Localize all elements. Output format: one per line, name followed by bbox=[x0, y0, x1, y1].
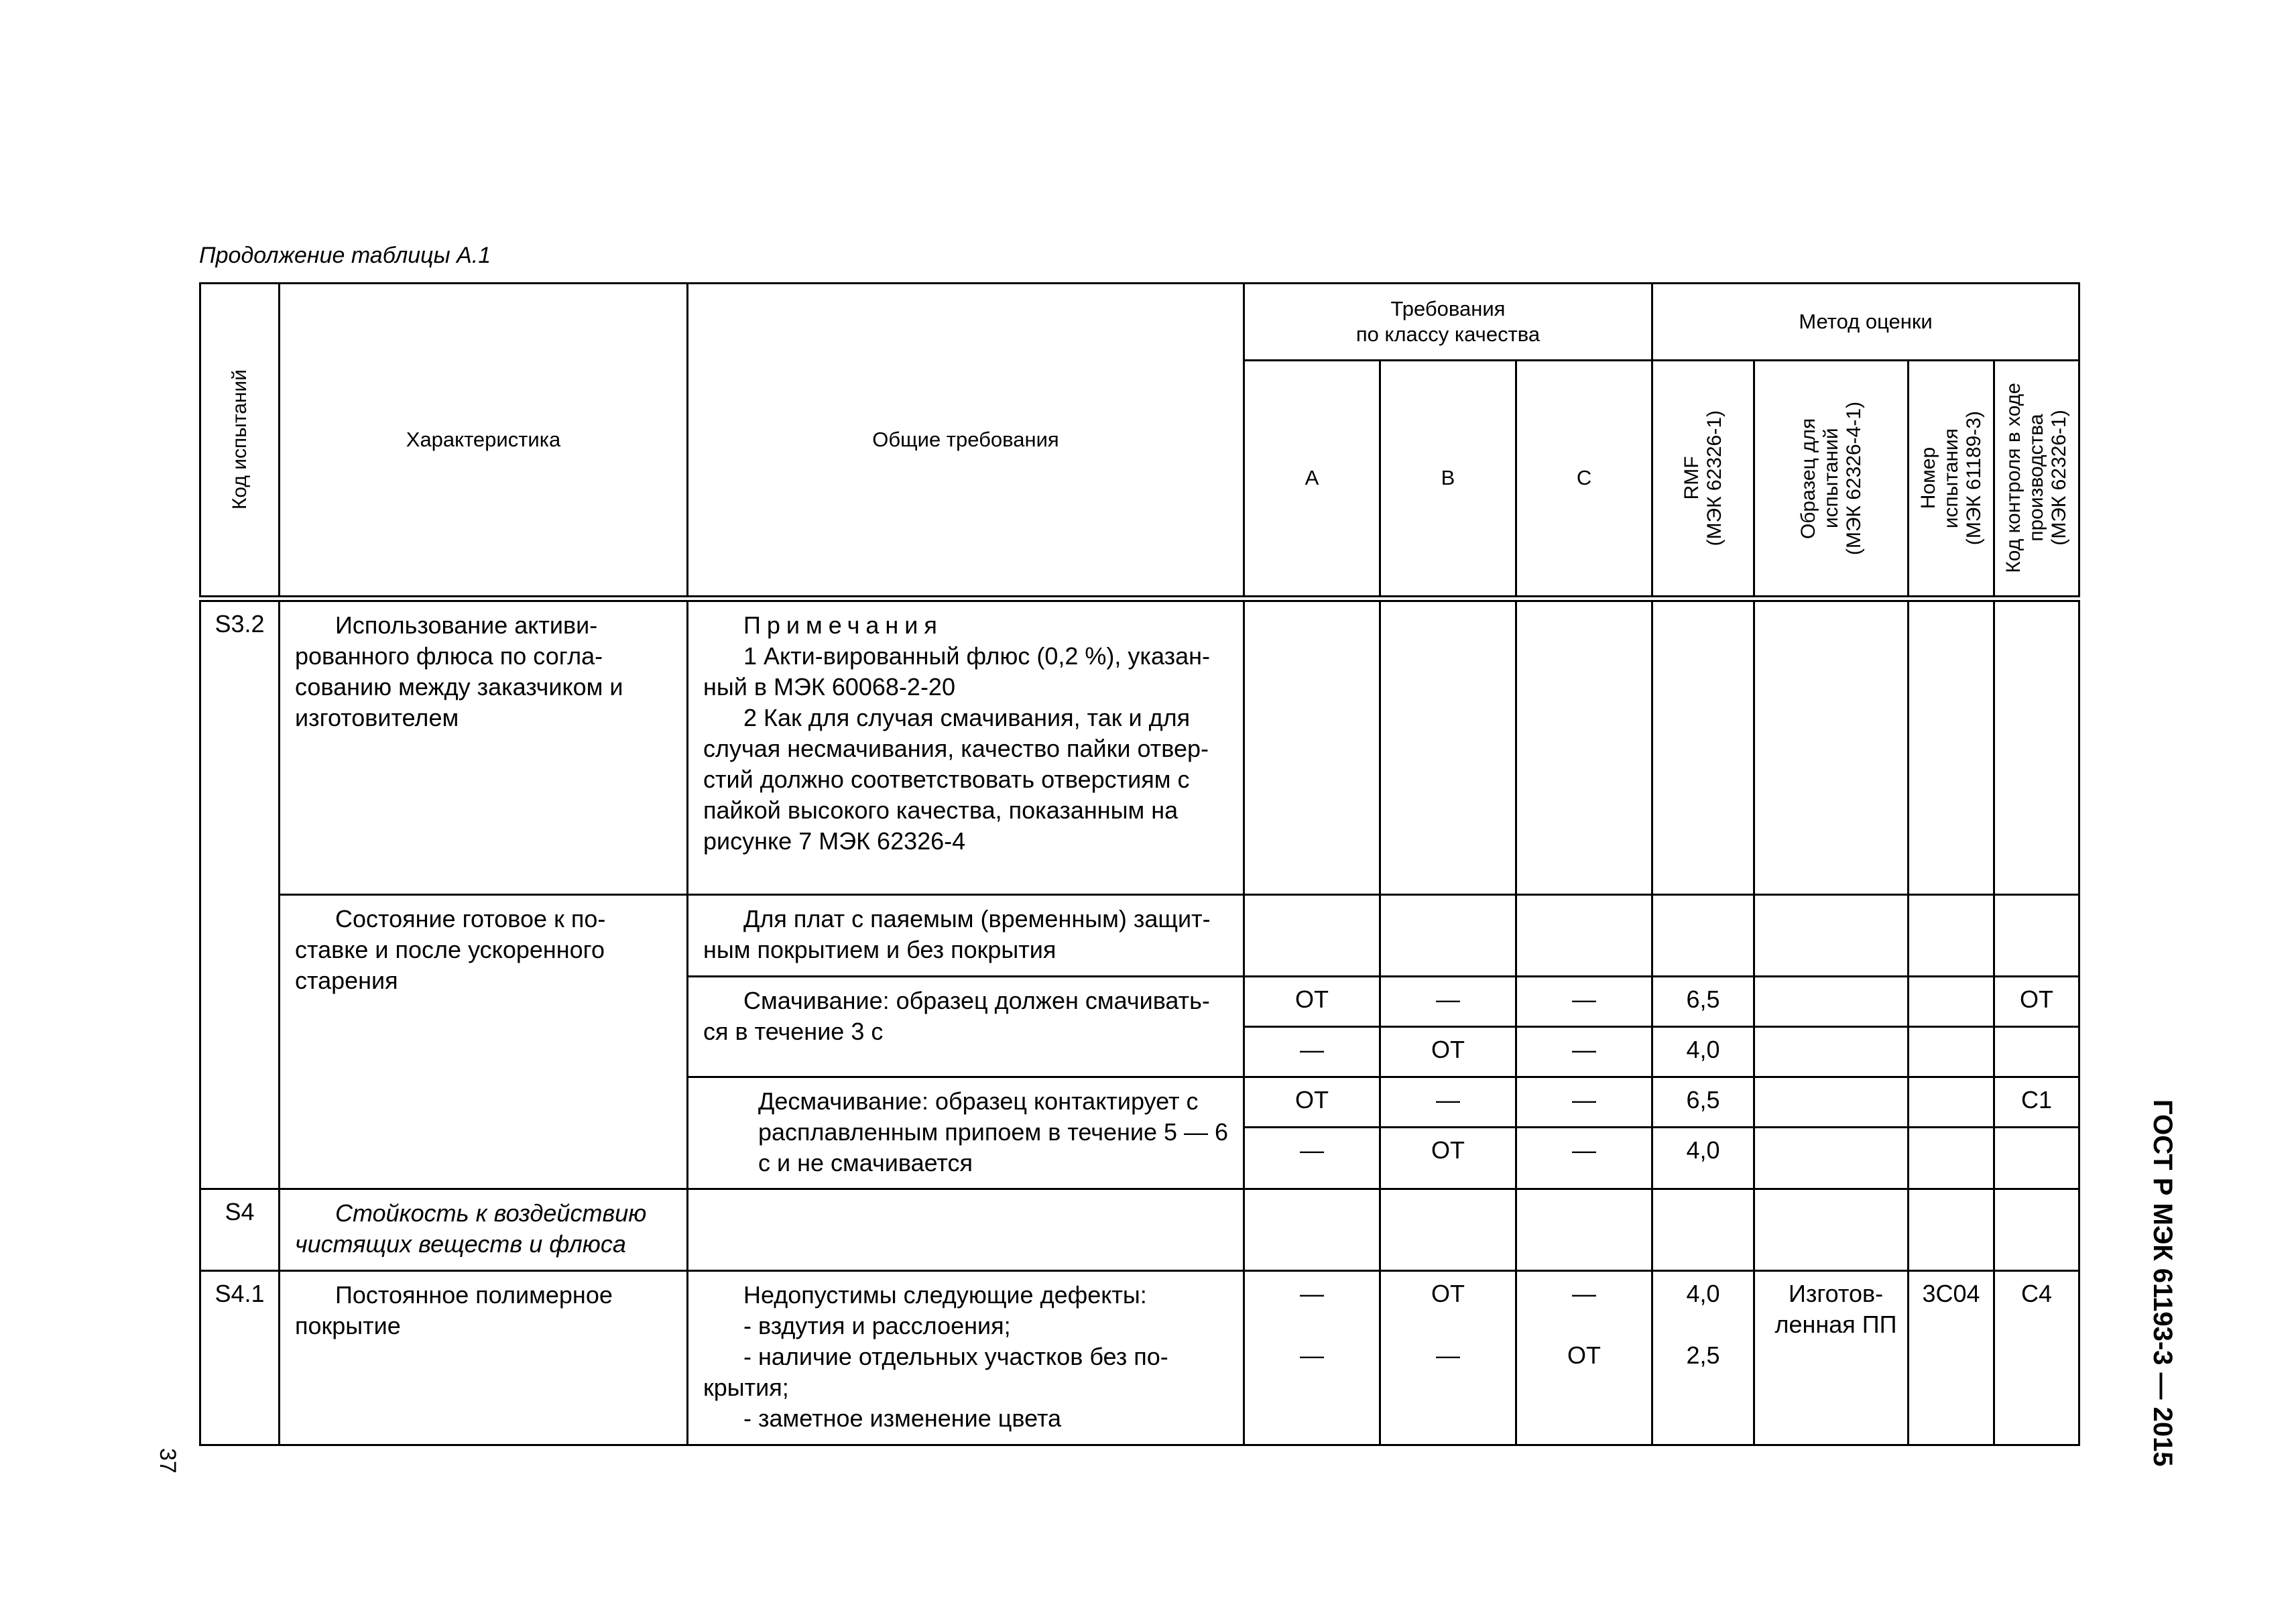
empty-cell bbox=[1909, 895, 1994, 977]
requirement-text: Для плат с паяемым (временным) защит-ным покрытием и без покрытия bbox=[703, 905, 1211, 963]
header-test-code-label: Код испытаний bbox=[228, 369, 251, 510]
header-quality-class: Требования по классу качества bbox=[1244, 284, 1652, 361]
empty-cell bbox=[1754, 1027, 1909, 1077]
test-sample-value: Изготов-ленная ПП bbox=[1754, 1271, 1909, 1445]
header-row-1 bbox=[200, 284, 2079, 361]
test-number-value: 3С04 bbox=[1909, 1271, 1994, 1445]
empty-cell bbox=[1754, 977, 1909, 1027]
class-b-value: — bbox=[1380, 1077, 1516, 1128]
empty-cell bbox=[1994, 1189, 2079, 1271]
note-2: 2 Как для случая смачивания, так и для случая несмачивания, качество пайки отвер-стий должно соответствовать отверстиям с пайкой высокого качества, показанным на рисунке 7 МЭК 62326-4 bbox=[703, 703, 1209, 855]
row-requirement bbox=[688, 1077, 1244, 1189]
requirements-table bbox=[199, 282, 2080, 1446]
class-a-value: ОТ bbox=[1244, 977, 1380, 1027]
empty-cell bbox=[1754, 1077, 1909, 1128]
empty-cell bbox=[688, 1189, 1244, 1271]
note-1: 1 Акти-вированный флюс (0,2 %), указан-ный в МЭК 60068-2-20 bbox=[703, 642, 1210, 701]
class-c-value: ОТ bbox=[1567, 1341, 1602, 1369]
class-b-value: — bbox=[1436, 1341, 1460, 1369]
rmf-value: 4,0 bbox=[1652, 1128, 1754, 1189]
row-code-s41: S4.1 bbox=[200, 1271, 280, 1445]
empty-cell bbox=[1909, 1077, 1994, 1128]
class-c-value: — bbox=[1572, 1280, 1597, 1307]
class-c-values bbox=[1516, 1271, 1652, 1445]
characteristic-text: Состояние готовое к по-ставке и после ускоренного старения bbox=[295, 905, 606, 994]
empty-cell bbox=[1380, 1189, 1516, 1271]
class-c-value: — bbox=[1516, 977, 1652, 1027]
empty-cell bbox=[1516, 599, 1652, 895]
header-characteristic: Характеристика bbox=[280, 284, 688, 599]
row-characteristic bbox=[280, 1271, 688, 1445]
header-test-code bbox=[200, 284, 280, 599]
table-row bbox=[200, 895, 2079, 977]
table-row bbox=[200, 1271, 2079, 1445]
empty-cell bbox=[1244, 895, 1380, 977]
requirement-item: - наличие отдельных участков без по-крытия; bbox=[703, 1343, 1168, 1401]
rmf-value: 4,0 bbox=[1652, 1027, 1754, 1077]
class-b-value: ОТ bbox=[1380, 1027, 1516, 1077]
empty-cell bbox=[1994, 599, 2079, 895]
class-a-value: — bbox=[1300, 1280, 1324, 1307]
empty-cell bbox=[1909, 977, 1994, 1027]
rmf-value: 6,5 bbox=[1652, 1077, 1754, 1128]
class-a-values bbox=[1244, 1271, 1380, 1445]
header-test-sample bbox=[1754, 361, 1909, 599]
header-test-number-label: Номер испытания (МЭК 61189-3) bbox=[1917, 411, 1985, 546]
class-b-value: — bbox=[1380, 977, 1516, 1027]
requirement-item: - вздутия и расслоения; bbox=[743, 1312, 1011, 1339]
class-a-value: ОТ bbox=[1244, 1077, 1380, 1128]
row-requirement bbox=[688, 977, 1244, 1077]
empty-cell bbox=[1754, 599, 1909, 895]
row-code-s32: S3.2 bbox=[200, 599, 280, 1189]
empty-cell bbox=[1754, 895, 1909, 977]
table-row bbox=[200, 1189, 2079, 1271]
empty-cell bbox=[1380, 895, 1516, 977]
header-production-control-code-label: Код контроля в ходе производства (МЭК 62326-1) bbox=[2002, 383, 2071, 574]
class-c-value: — bbox=[1516, 1027, 1652, 1077]
class-b-value: ОТ bbox=[1431, 1280, 1465, 1307]
control-code-value: С4 bbox=[1994, 1271, 2079, 1445]
row-requirement bbox=[688, 895, 1244, 977]
class-b-value: ОТ bbox=[1380, 1128, 1516, 1189]
header-class-c: C bbox=[1516, 361, 1652, 599]
empty-cell bbox=[1244, 599, 1380, 895]
requirement-text: Смачивание: образец должен смачивать-ся в течение 3 с bbox=[703, 987, 1210, 1045]
row-code-s4: S4 bbox=[200, 1189, 280, 1271]
row-characteristic bbox=[280, 599, 688, 895]
rmf-value: 2,5 bbox=[1686, 1341, 1720, 1369]
empty-cell bbox=[1909, 599, 1994, 895]
empty-cell bbox=[1516, 1189, 1652, 1271]
characteristic-text: Использование активи-рованного флюса по согла-сованию между заказчиком и изготовителем bbox=[295, 611, 623, 731]
table-row bbox=[200, 599, 2079, 895]
requirement-text: Десмачивание: образец контактирует с расплавленным припоем в течение 5 — 6 с и не смачивается bbox=[758, 1087, 1229, 1177]
empty-cell bbox=[1244, 1189, 1380, 1271]
rmf-value: 6,5 bbox=[1652, 977, 1754, 1027]
empty-cell bbox=[1909, 1027, 1994, 1077]
characteristic-text: Постоянное полимерное покрытие bbox=[295, 1281, 613, 1339]
empty-cell bbox=[1652, 1189, 1754, 1271]
rmf-values bbox=[1652, 1271, 1754, 1445]
class-b-values bbox=[1380, 1271, 1516, 1445]
empty-cell bbox=[1380, 599, 1516, 895]
empty-cell bbox=[1909, 1189, 1994, 1271]
empty-cell bbox=[1994, 895, 2079, 977]
page-number: 37 bbox=[155, 1448, 180, 1474]
class-c-value: — bbox=[1516, 1077, 1652, 1128]
characteristic-text: Стойкость к воздействию чистящих веществ и флюса bbox=[295, 1199, 647, 1258]
control-code-value: С1 bbox=[1994, 1077, 2079, 1128]
standard-title: ГОСТ Р МЭК 61193-3 — 2015 bbox=[2148, 1099, 2177, 1467]
header-test-sample-label: Образец для испытаний (МЭК 62326-4-1) bbox=[1797, 401, 1865, 555]
header-test-number bbox=[1909, 361, 1994, 599]
rmf-value: 4,0 bbox=[1686, 1280, 1720, 1307]
empty-cell bbox=[1652, 599, 1754, 895]
control-code-value: ОТ bbox=[1994, 977, 2079, 1027]
table-caption: Продолжение таблицы А.1 bbox=[199, 243, 491, 268]
empty-cell bbox=[1754, 1189, 1909, 1271]
row-characteristic bbox=[280, 895, 688, 1189]
header-evaluation-method: Метод оценки bbox=[1652, 284, 2079, 361]
header-general-requirements: Общие требования bbox=[688, 284, 1244, 599]
header-production-control-code bbox=[1994, 361, 2079, 599]
class-a-value: — bbox=[1300, 1341, 1324, 1369]
empty-cell bbox=[1652, 895, 1754, 977]
row-requirement bbox=[688, 1271, 1244, 1445]
notes-title: Примечания bbox=[743, 611, 943, 639]
class-c-value: — bbox=[1516, 1128, 1652, 1189]
row-requirement bbox=[688, 599, 1244, 895]
empty-cell bbox=[1994, 1027, 2079, 1077]
requirement-item: - заметное изменение цвета bbox=[743, 1404, 1062, 1432]
requirement-intro: Недопустимы следующие дефекты: bbox=[743, 1281, 1147, 1309]
header-class-b: B bbox=[1380, 361, 1516, 599]
empty-cell bbox=[1909, 1128, 1994, 1189]
empty-cell bbox=[1994, 1128, 2079, 1189]
class-a-value: — bbox=[1244, 1128, 1380, 1189]
header-rmf-label: RMF (МЭК 62326-1) bbox=[1680, 410, 1726, 546]
header-rmf bbox=[1652, 361, 1754, 599]
empty-cell bbox=[1754, 1128, 1909, 1189]
empty-cell bbox=[1516, 895, 1652, 977]
class-a-value: — bbox=[1244, 1027, 1380, 1077]
header-class-a: A bbox=[1244, 361, 1380, 599]
row-characteristic bbox=[280, 1189, 688, 1271]
